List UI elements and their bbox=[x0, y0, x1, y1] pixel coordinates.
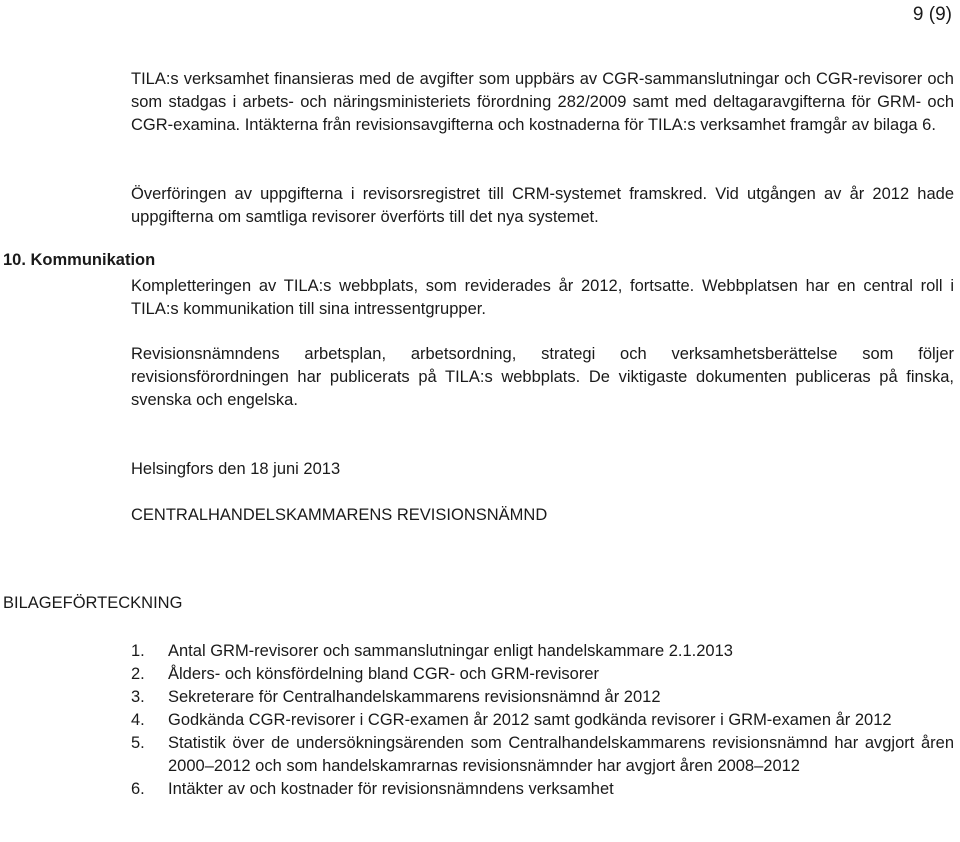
list-item-number: 6. bbox=[131, 780, 145, 798]
list-item bbox=[131, 709, 954, 732]
list-item-text: Sekreterare för Centralhandelskammarens revisionsnämnd år 2012 bbox=[168, 688, 661, 706]
place-date: Helsingfors den 18 juni 2013 bbox=[131, 460, 341, 478]
list-item-text: Intäkter av och kostnader för revisionsnämndens verksamhet bbox=[168, 780, 614, 798]
organization-signature: CENTRALHANDELSKAMMARENS REVISIONSNÄMND bbox=[131, 506, 548, 524]
list-item-number: 5. bbox=[131, 734, 145, 752]
list-item-number: 2. bbox=[131, 665, 145, 683]
financing-paragraph: TILA:s verksamhet finansieras med de avgifter som uppbärs av CGR-sammanslutningar och CGR-revisorer och som stadgas i arbets- och näringsministeriets förordning 282/2009 samt med deltagaravgifterna för GRM- och CGR-examina. Intäkterna från revisionsavgifterna och kostnaderna för TILA:s verksamhet framgår av bilaga 6. bbox=[131, 70, 954, 134]
list-item bbox=[131, 732, 954, 778]
list-item-text: Ålders- och könsfördelning bland CGR- och GRM-revisorer bbox=[168, 665, 599, 683]
list-item bbox=[131, 778, 954, 801]
list-item-number: 3. bbox=[131, 688, 145, 706]
section-heading-communication: 10. Kommunikation bbox=[3, 251, 156, 269]
publications-paragraph: Revisionsnämndens arbetsplan, arbetsordning, strategi och verksamhetsberättelse som följer revisionsförordningen har publicerats på TILA:s webbplats. De viktigaste dokumenten publiceras på finska, svenska och engelska. bbox=[131, 345, 954, 409]
list-item-text: Godkända CGR-revisorer i CGR-examen år 2012 samt godkända revisorer i GRM-examen år 2012 bbox=[168, 711, 892, 729]
appendix-list-title: BILAGEFÖRTECKNING bbox=[3, 594, 183, 612]
page-number: 9 (9) bbox=[912, 4, 952, 25]
list-item-number: 4. bbox=[131, 711, 145, 729]
list-item-number: 1. bbox=[131, 642, 145, 660]
list-item-text: Antal GRM-revisorer och sammanslutningar enligt handelskammare 2.1.2013 bbox=[168, 642, 733, 660]
list-item bbox=[131, 640, 954, 663]
list-item-text: Statistik över de undersökningsärenden som Centralhandelskammarens revisionsnämnd har avgjort åren 2000–2012 och som handelskamrarnas revisionsnämnder har avgjort åren 2008–2012 bbox=[168, 734, 954, 775]
register-transfer-paragraph: Överföringen av uppgifterna i revisorsregistret till CRM-systemet framskred. Vid utgången av år 2012 hade uppgifterna om samtliga revisorer överförts till det nya systemet. bbox=[131, 185, 954, 226]
list-item bbox=[131, 686, 954, 709]
website-paragraph: Kompletteringen av TILA:s webbplats, som reviderades år 2012, fortsatte. Webbplatsen har en central roll i TILA:s kommunikation till sina intressentgrupper. bbox=[131, 277, 954, 318]
list-item bbox=[131, 663, 954, 686]
appendix-list bbox=[131, 640, 954, 801]
